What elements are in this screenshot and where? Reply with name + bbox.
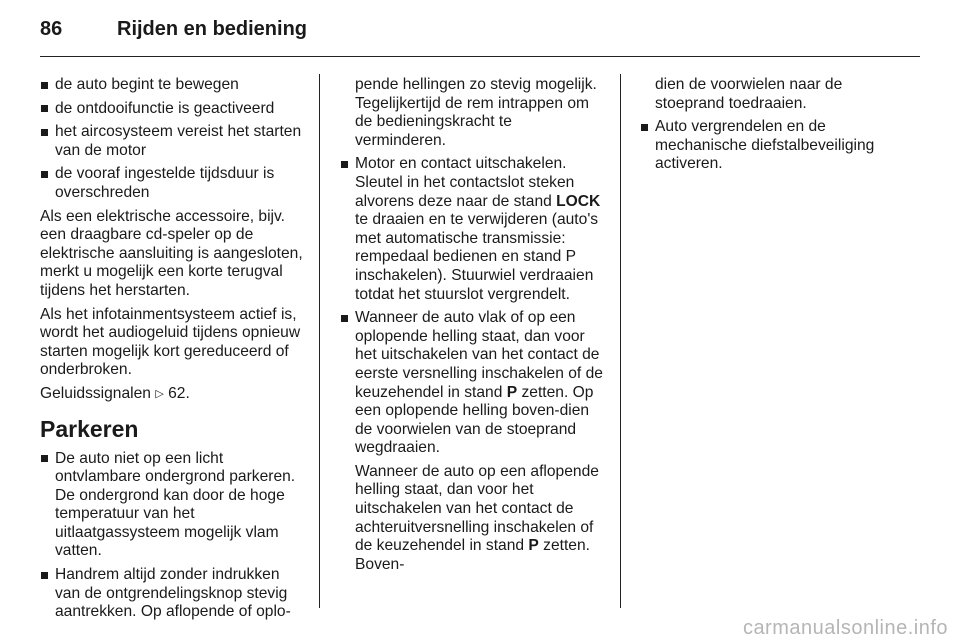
lock-position: LOCK <box>556 192 601 210</box>
cross-reference-text: Geluidssignalen <box>40 384 151 402</box>
column-divider <box>319 74 320 608</box>
column-2 <box>340 76 606 579</box>
column-3 <box>640 76 908 179</box>
paragraph: Als het infotainmentsysteem actief is, wordt het audiogeluid tijdens opnieuw starten mogelijk kort gereduceerd of onderbroken. <box>40 305 301 379</box>
list-item-continuation: pende hellingen zo stevig mogelijk. Tegelijkertijd de rem intrappen om de bedieningskracht te verminderen. <box>355 76 597 149</box>
gear-position-p: P <box>506 383 518 401</box>
reference-arrow-icon: ▷ <box>155 387 164 400</box>
page-title: Rijden en bediening <box>117 18 308 40</box>
paragraph <box>40 385 304 404</box>
list-item: Wanneer de auto vlak of op een oplopende helling staat, dan voor het uitschakelen van het contact de eerste versnelling inschakelen of de keuzehendel in stand P zetten. Op een oplopende helling boven-dien de voorwielen van de stoeprand wegdraaien. <box>340 309 606 458</box>
list-item: De auto niet op een licht ontvlambare ondergrond parkeren. De ondergrond kan door de hoge temperatuur van het uitlaatgassysteem mogelijk vlam vatten. <box>40 450 304 562</box>
column-1 <box>40 76 304 627</box>
paragraph: Als een elektrische accessoire, bijv. een draagbare cd-speler op de elektrische aansluiting is aangesloten, merkt u mogelijk een korte terugval tijdens het herstarten. <box>40 207 303 299</box>
section-heading: Parkeren <box>40 415 139 442</box>
column-divider <box>620 74 621 608</box>
list-item: de ontdooifunctie is geactiveerd <box>40 100 304 119</box>
list-item: Handrem altijd zonder indrukken van de ontgrendelingsknop stevig aantrekken. Op aflopende of oplo- <box>40 566 304 622</box>
header-rule <box>40 56 920 57</box>
page-number: 86 <box>40 18 63 40</box>
list-item-paragraph: Wanneer de auto op een aflopende helling staat, dan voor het uitschakelen van het contact de achteruitversnelling inschakelen of de keuzehendel in stand P zetten. Boven- <box>355 462 599 573</box>
watermark: carmanualsonline.info <box>742 617 948 639</box>
list-item: Motor en contact uitschakelen. Sleutel in het contactslot steken alvorens deze naar de stand LOCK te draaien en te verwijderen (auto's met automatische transmissie: rempedaal bedienen en stand P inschakelen). Stuurwiel verdraaien totdat het stuurslot vergrendelt. <box>340 155 606 304</box>
list-item: de vooraf ingestelde tijdsduur is overschreden <box>40 165 304 202</box>
gear-position-p: P <box>528 537 539 555</box>
list-item: Auto vergrendelen en de mechanische diefstalbeveiliging activeren. <box>640 118 908 174</box>
list-item: de auto begint te bewegen <box>40 76 304 95</box>
page-reference[interactable]: 62. <box>168 384 190 402</box>
list-item: het aircosysteem vereist het starten van de motor <box>40 123 304 160</box>
list-item-continuation: dien de voorwielen naar de stoeprand toedraaien. <box>655 76 843 112</box>
